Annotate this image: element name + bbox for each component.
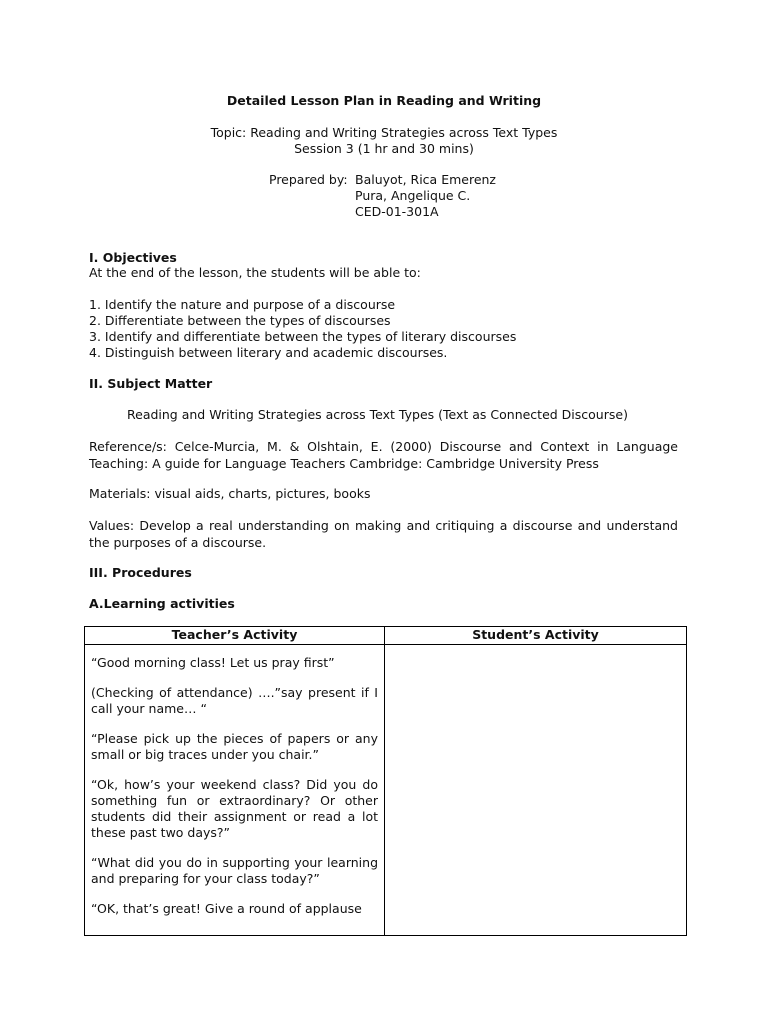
document-title: Detailed Lesson Plan in Reading and Writing (226, 93, 542, 108)
teacher-line: “Good morning class! Let us pray first” (91, 655, 335, 670)
learning-activities-heading: A.Learning activities (89, 596, 235, 611)
teacher-activity-header: Teacher’s Activity (85, 627, 385, 645)
student-activity-header: Student’s Activity (385, 627, 687, 645)
objectives-intro: At the end of the lesson, the students will be able to: (89, 265, 421, 280)
objective-item: 4. Distinguish between literary and academic discourses. (89, 345, 448, 360)
author-1: Baluyot, Rica Emerenz (355, 172, 496, 187)
teacher-line: “Please pick up the pieces of papers or any small or big traces under you chair.” (91, 731, 378, 762)
teacher-line: “OK, that’s great! Give a round of applause (91, 901, 362, 916)
objective-item: 2. Differentiate between the types of discourses (89, 313, 391, 328)
objective-item: 1. Identify the nature and purpose of a discourse (89, 297, 396, 312)
subject-matter-heading: II. Subject Matter (89, 376, 213, 391)
author-2: Pura, Angelique C. (355, 188, 471, 203)
teacher-activity-cell (85, 645, 385, 936)
student-activity-cell (385, 645, 687, 936)
topic-line: Topic: Reading and Writing Strategies across Text Types (210, 125, 558, 140)
section-code: CED-01-301A (355, 204, 439, 219)
objective-item: 3. Identify and differentiate between the types of literary discourses (89, 329, 517, 344)
materials-line: Materials: visual aids, charts, pictures, books (89, 486, 371, 501)
subject-topic-line: Reading and Writing Strategies across Text Types (Text as Connected Discourse) (127, 407, 628, 422)
objectives-heading: I. Objectives (89, 250, 177, 265)
procedures-heading: III. Procedures (89, 565, 192, 580)
values-paragraph: Values: Develop a real understanding on making and critiquing a discourse and understand the purposes of a discourse. (89, 518, 678, 550)
teacher-line: “Ok, how’s your weekend class? Did you do something fun or extraordinary? Or other students did their assignment or read a lot these past two days?” (91, 777, 378, 840)
learning-activities-table (84, 626, 687, 936)
teacher-line: (Checking of attendance) ….”say present if I call your name… “ (91, 685, 378, 716)
reference-paragraph: Reference/s: Celce-Murcia, M. & Olshtain, E. (2000) Discourse and Context in Language Teaching: A guide for Language Teachers Cambridge: Cambridge University Press (89, 439, 678, 471)
prepared-by-label: Prepared by: (269, 172, 348, 187)
session-line: Session 3 (1 hr and 30 mins) (294, 141, 474, 156)
teacher-line: “What did you do in supporting your learning and preparing for your class today?” (91, 855, 378, 886)
